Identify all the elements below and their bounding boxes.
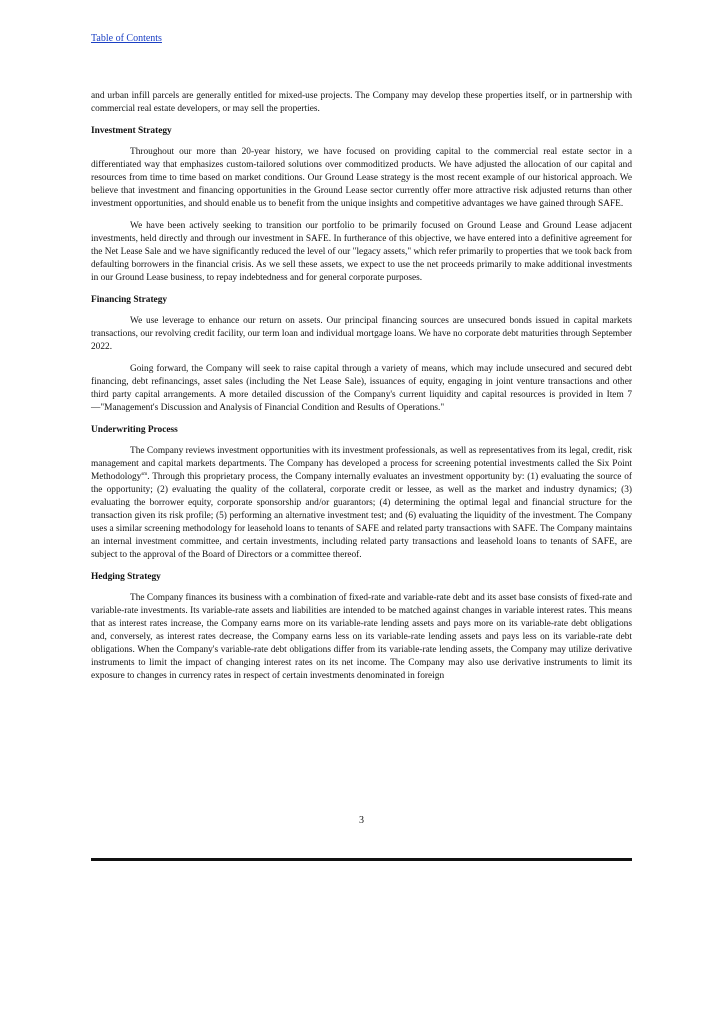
page-bottom-rule: [91, 858, 632, 861]
underwriting-process-paragraph: [91, 445, 632, 562]
table-of-contents-link[interactable]: Table of Contents: [91, 33, 162, 44]
hedging-strategy-paragraph: The Company finances its business with a combination of fixed-rate and variable-rate debt and its asset base consists of fixed-rate and variable-rate investments. Its variable-rate assets and liabilities are intended to be matched against changes in variable interest rates. This means that as interest rates increase, the Company earns more on its variable-rate lending assets and pays more on its variable-rate debt obligations and, conversely, as interest rates decrease, the Company earns less on its variable-rate lending assets and pays less on its variable-rate debt obligations. When the Company's variable-rate debt obligations differ from its variable-rate lending assets, the Company may utilize derivative instruments to limit the impact of changing interest rates on its net income. The Company may also use derivative instruments to limit its exposure to changes in currency rates in respect of certain investments denominated in foreign: [91, 593, 632, 681]
underwriting-process-heading: Underwriting Process: [91, 425, 178, 435]
investment-strategy-paragraph-1: Throughout our more than 20-year history, we have focused on providing capital to the commercial real estate sector in a differentiated way that emphasizes custom-tailored solutions over commoditized products. We have adjusted the allocation of our capital and resources from time to time based on market conditions. Our Ground Lease strategy is the most recent example of our historical approach. We believe that investment and financing opportunities in the Ground Lease sector currently offer more attractive risk adjusted returns than other investment opportunities, and should enable us to benefit from the unique insights and competitive advantages we have gained through SAFE.: [91, 147, 632, 209]
financing-strategy-paragraph-2: Going forward, the Company will seek to raise capital through a variety of means, which may include unsecured and secured debt financing, debt refinancings, asset sales (including the Net Lease Sale), issuances of equity, engaging in joint venture transactions and other third party capital arrangements. A more detailed discussion of the Company's current liquidity and capital resources is provided in Item 7—"Management's Discussion and Analysis of Financial Condition and Results of Operations.": [91, 364, 632, 413]
financing-strategy-heading: Financing Strategy: [91, 295, 168, 305]
page-number: 3: [359, 815, 364, 826]
underwriting-text-part-1: The Company reviews investment opportunities with its investment professionals, as well as representatives from its legal, credit, risk management and capital markets departments. The Company has developed a process for screening potential investments called the Six Point Methodology: [91, 446, 632, 482]
hedging-strategy-heading: Hedging Strategy: [91, 572, 161, 582]
financing-strategy-paragraph-1: We use leverage to enhance our return on assets. Our principal financing sources are unsecured bonds issued in capital markets transactions, our revolving credit facility, our term loan and individual mortgage loans. We have no corporate debt maturities through September 2022.: [91, 316, 632, 352]
intro-paragraph: and urban infill parcels are generally entitled for mixed-use projects. The Company may develop these properties itself, or in partnership with commercial real estate developers, or may sell the properties.: [91, 91, 632, 114]
document-body: [91, 90, 632, 692]
investment-strategy-paragraph-2: We have been actively seeking to transition our portfolio to be primarily focused on Ground Lease and Ground Lease adjacent investments, held directly and through our investment in SAFE. In furtherance of this objective, we have entered into a definitive agreement for the Net Lease Sale and we have significantly reduced the level of our "legacy assets," which refer primarily to properties that we took back from defaulting borrowers in the financial crisis. As we sell these assets, we expect to use the net proceeds primarily to make additional investments in our Ground Lease business, to repay indebtedness and for general corporate purposes.: [91, 221, 632, 283]
investment-strategy-heading: Investment Strategy: [91, 126, 172, 136]
service-mark-superscript: sm: [141, 471, 148, 477]
underwriting-text-part-2: . Through this proprietary process, the Company internally evaluates an investment opportunity by: (1) evaluating the source of the opportunity; (2) evaluating the quality of the collateral, corporate credit or lessee, as well as the market and industry dynamics; (3) evaluating the borrower equity, corporate sponsorship and/or guarantors; (4) determining the optimal legal and financial structure for the transaction given its risk profile; (5) performing an alternative investment test; and (6) evaluating the liquidity of the investment. The Company uses a similar screening methodology for leasehold loans to tenants of SAFE and related party transactions with SAFE. The Company maintains an internal investment committee, and certain investments, including related party transactions and leasehold loans to tenants of SAFE, are subject to the approval of the Board of Directors or a committee thereof.: [91, 472, 632, 560]
